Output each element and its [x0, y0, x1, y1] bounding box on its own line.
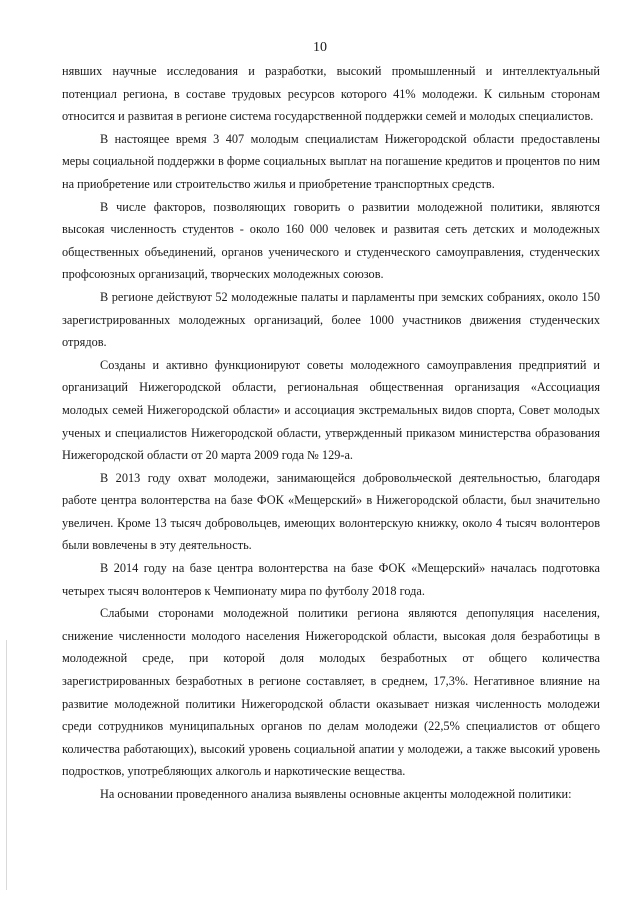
paragraph-5: Созданы и активно функционируют советы молодежного самоуправления предприятий и организаций Нижегородской области, региональная общественная организация «Ассоциация молодых семей Нижегородской области» и ассоциация экстремальных видов спорта, Совет молодых ученых и специалистов Нижегородской области, утвержденный приказом министерства образования Нижегородской области от 20 марта 2009 года № 129-а.: [62, 357, 600, 463]
scan-edge-mark: [6, 640, 7, 890]
paragraph-6: В 2013 году охват молодежи, занимающейся добровольческой деятельностью, благодаря работе центра волонтерства на базе ФОК «Мещерский» в Нижегородской области, был значительно увеличен. Кроме 13 тысяч добровольцев, имеющих волонтерскую книжку, около 4 тысяч волонтеров были вовлечены в эту деятельность.: [62, 470, 600, 553]
paragraph-8: Слабыми сторонами молодежной политики региона являются депопуляция населения, снижение численности молодого населения Нижегородской области, высокая доля безработицы в молодежной среде, при которой доля молодых безработных от общего количества зарегистрированных безработных в регионе составляет, в среднем, 17,3%. Негативное влияние на развитие молодежной политики Нижегородской области оказывает низкая численность молодежи среди сотрудников муниципальных органов по делам молодежи (22,5% специалистов от общего количества работающих), высокий уровень социальной апатии у молодежи, а также высокий уровень подростков, употребляющих алкоголь и наркотические вещества.: [62, 606, 600, 779]
paragraph-9: На основании проведенного анализа выявлены основные акценты молодежной политики:: [100, 787, 572, 801]
page-number: 10: [313, 40, 327, 55]
paragraph-7: В 2014 году на базе центра волонтерства на базе ФОК «Мещерский» началась подготовка четырех тысяч волонтеров к Чемпионату мира по футболу 2018 года.: [62, 561, 600, 598]
document-body: [62, 60, 600, 806]
paragraph-2: В настоящее время 3 407 молодым специалистам Нижегородской области предоставлены меры социальной поддержки в форме социальных выплат на погашение кредитов и процентов по ним на приобретение или строительство жилья и приобретение транспортных средств.: [62, 131, 600, 191]
paragraph-1: нявших научные исследования и разработки, высокий промышленный и интеллектуальный потенциал региона, в составе трудовых ресурсов которого 41% молодежи. К сильным сторонам относится и развитая в регионе система государственной поддержки семей и молодых специалистов.: [62, 64, 600, 124]
paragraph-3: В числе факторов, позволяющих говорить о развитии молодежной политики, являются высокая численность студентов - около 160 000 человек и развитая сеть детских и молодежных общественных объединений, органов ученического и студенческого самоуправления, студенческих профсоюзных организаций, творческих молодежных союзов.: [62, 199, 600, 282]
paragraph-4: В регионе действуют 52 молодежные палаты и парламенты при земских собраниях, около 150 зарегистрированных молодежных организаций, более 1000 участников движения студенческих отрядов.: [62, 289, 600, 350]
